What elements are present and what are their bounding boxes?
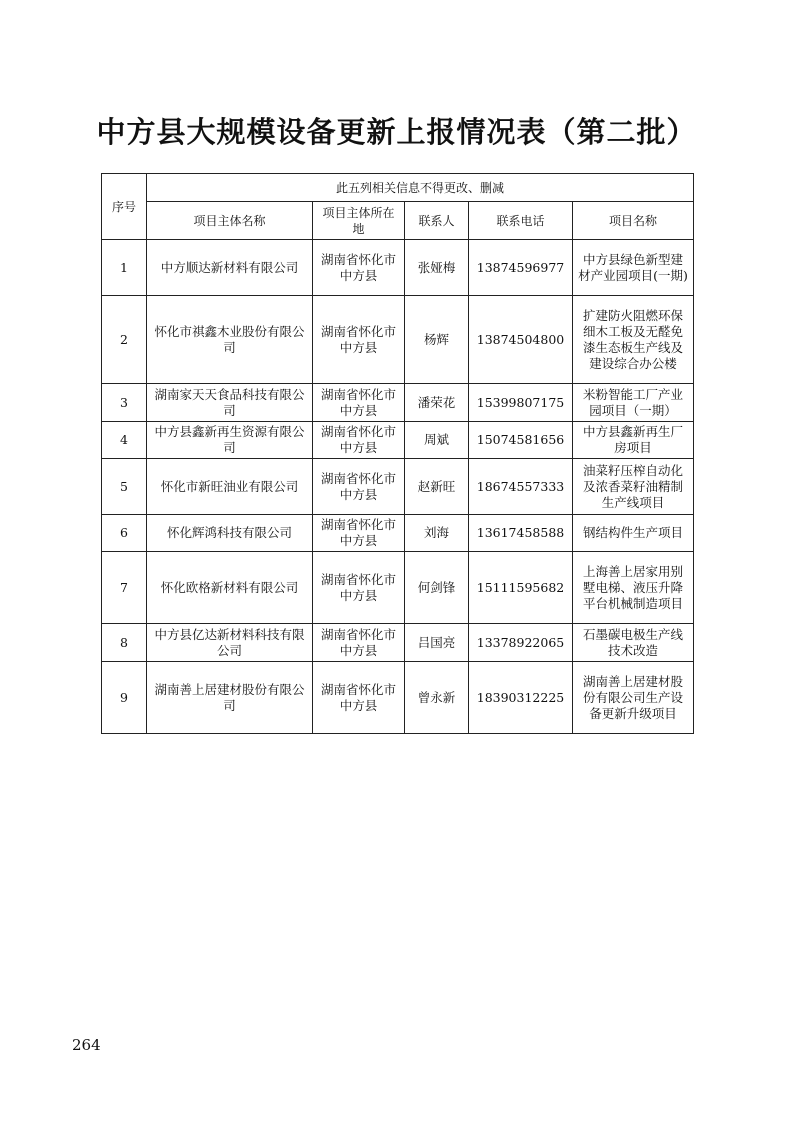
contact-cell: 张娅梅 (405, 240, 469, 296)
contact-cell: 潘荣花 (405, 384, 469, 422)
page-number: 264 (72, 1036, 101, 1054)
company-cell: 中方顺达新材料有限公司 (147, 240, 313, 296)
seq-cell: 4 (102, 422, 147, 459)
seq-cell: 3 (102, 384, 147, 422)
phone-cell: 15111595682 (469, 552, 573, 624)
project-cell: 石墨碳电极生产线技术改造 (573, 624, 694, 662)
project-cell: 上海善上居家用别墅电梯、液压升降平台机械制造项目 (573, 552, 694, 624)
contact-cell: 吕国亮 (405, 624, 469, 662)
company-header: 项目主体名称 (147, 202, 313, 240)
phone-cell: 18390312225 (469, 662, 573, 734)
company-cell: 怀化辉鸿科技有限公司 (147, 515, 313, 552)
seq-cell: 7 (102, 552, 147, 624)
location-cell: 湖南省怀化市中方县 (313, 552, 405, 624)
location-cell: 湖南省怀化市中方县 (313, 662, 405, 734)
company-cell: 中方县鑫新再生资源有限公司 (147, 422, 313, 459)
phone-cell: 13874504800 (469, 296, 573, 384)
phone-header: 联系电话 (469, 202, 573, 240)
table-row (102, 422, 694, 459)
contact-cell: 杨辉 (405, 296, 469, 384)
project-header: 项目名称 (573, 202, 694, 240)
phone-cell: 15074581656 (469, 422, 573, 459)
company-cell: 怀化市祺鑫木业股份有限公司 (147, 296, 313, 384)
phone-cell: 13874596977 (469, 240, 573, 296)
location-cell: 湖南省怀化市中方县 (313, 240, 405, 296)
seq-cell: 6 (102, 515, 147, 552)
table-row (102, 662, 694, 734)
location-cell: 湖南省怀化市中方县 (313, 459, 405, 515)
seq-cell: 5 (102, 459, 147, 515)
contact-cell: 赵新旺 (405, 459, 469, 515)
company-cell: 湖南善上居建材股份有限公司 (147, 662, 313, 734)
project-cell: 中方县绿色新型建材产业园项目(一期) (573, 240, 694, 296)
company-cell: 湖南家天天食品科技有限公司 (147, 384, 313, 422)
table-row (102, 240, 694, 296)
location-cell: 湖南省怀化市中方县 (313, 422, 405, 459)
table-row (102, 296, 694, 384)
project-cell: 中方县鑫新再生厂房项目 (573, 422, 694, 459)
contact-header: 联系人 (405, 202, 469, 240)
location-cell: 湖南省怀化市中方县 (313, 624, 405, 662)
seq-cell: 2 (102, 296, 147, 384)
project-cell: 湖南善上居建材股份有限公司生产设备更新升级项目 (573, 662, 694, 734)
contact-cell: 何剑锋 (405, 552, 469, 624)
company-cell: 怀化欧格新材料有限公司 (147, 552, 313, 624)
project-cell: 油菜籽压榨自动化及浓香菜籽油精制生产线项目 (573, 459, 694, 515)
seq-cell: 1 (102, 240, 147, 296)
location-cell: 湖南省怀化市中方县 (313, 296, 405, 384)
contact-cell: 曾永新 (405, 662, 469, 734)
table-row (102, 552, 694, 624)
seq-cell: 8 (102, 624, 147, 662)
table-row (102, 624, 694, 662)
phone-cell: 18674557333 (469, 459, 573, 515)
contact-cell: 周斌 (405, 422, 469, 459)
phone-cell: 13617458588 (469, 515, 573, 552)
company-cell: 怀化市新旺油业有限公司 (147, 459, 313, 515)
report-table (101, 173, 694, 734)
location-cell: 湖南省怀化市中方县 (313, 384, 405, 422)
table-row (102, 384, 694, 422)
project-cell: 米粉智能工厂产业园项目（一期） (573, 384, 694, 422)
location-cell: 湖南省怀化市中方县 (313, 515, 405, 552)
phone-cell: 15399807175 (469, 384, 573, 422)
table-row (102, 515, 694, 552)
seq-header: 序号 (102, 174, 147, 240)
phone-cell: 13378922065 (469, 624, 573, 662)
page-title: 中方县大规模设备更新上报情况表（第二批） (96, 115, 697, 149)
location-header: 项目主体所在地 (313, 202, 405, 240)
company-cell: 中方县亿达新材料科技有限公司 (147, 624, 313, 662)
table-row (102, 459, 694, 515)
seq-cell: 9 (102, 662, 147, 734)
note-header: 此五列相关信息不得更改、删减 (147, 174, 694, 202)
project-cell: 钢结构件生产项目 (573, 515, 694, 552)
table-body (102, 240, 694, 734)
project-cell: 扩建防火阻燃环保细木工板及无醛免漆生态板生产线及建设综合办公楼 (573, 296, 694, 384)
contact-cell: 刘海 (405, 515, 469, 552)
